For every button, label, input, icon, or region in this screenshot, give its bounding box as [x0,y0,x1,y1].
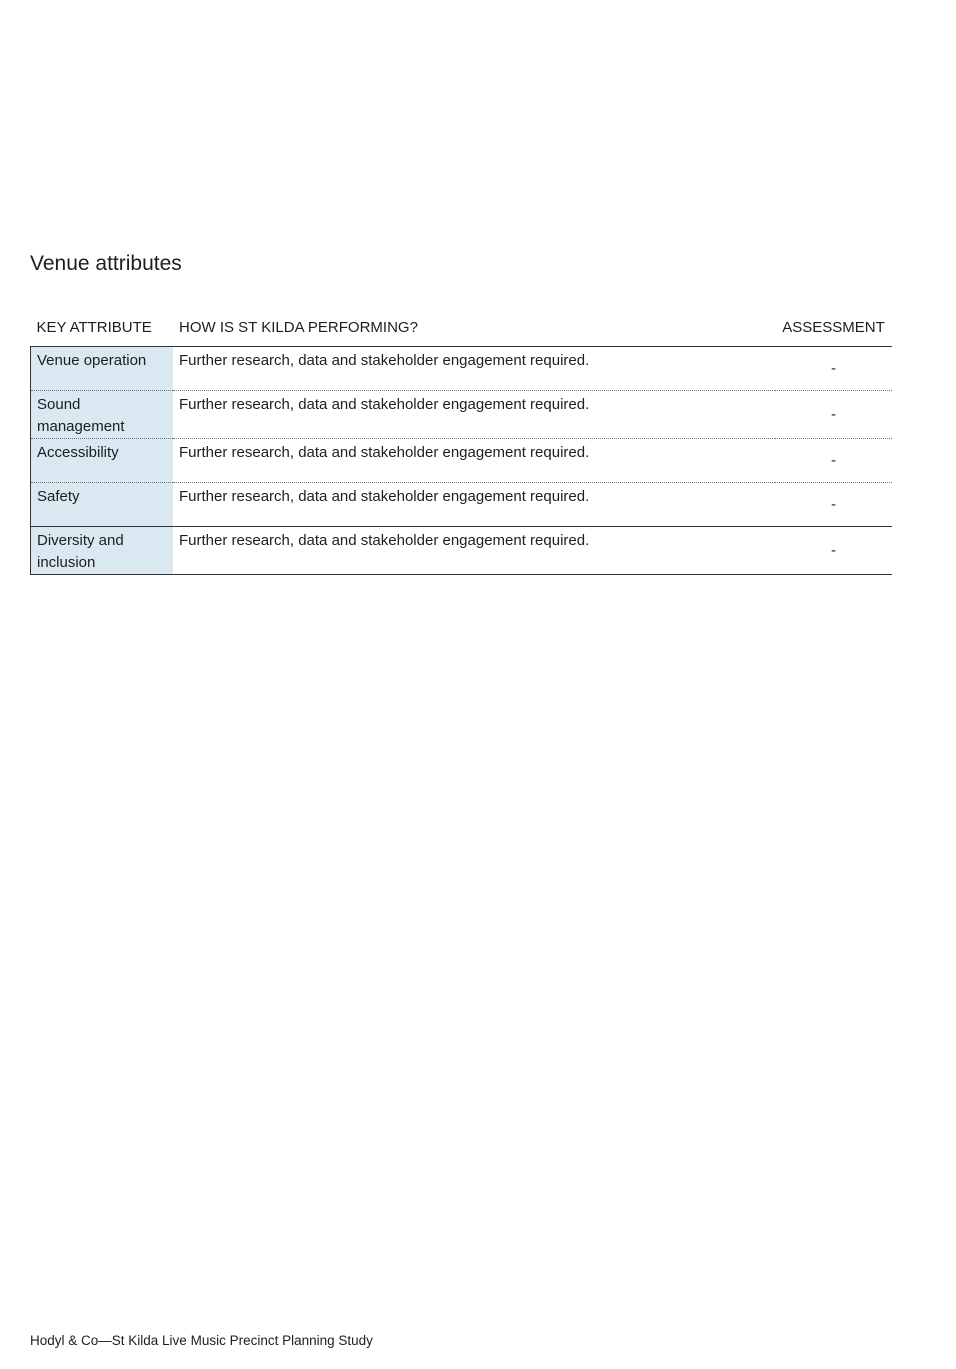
venue-attributes-table [30,308,892,575]
performance-cell: Further research, data and stakeholder engagement required. [173,527,775,575]
key-attribute-cell: Venue operation [31,347,174,391]
header-assessment: ASSESSMENT [782,319,885,336]
table-row [31,483,893,527]
key-attribute-cell: Diversity and inclusion [31,527,174,575]
header-key-attribute: KEY ATTRIBUTE [36,319,152,336]
table-row [31,527,893,575]
assessment-cell: - [775,483,892,527]
assessment-cell: - [775,391,892,439]
assessment-cell: - [775,439,892,483]
header-performance: HOW IS ST KILDA PERFORMING? [179,319,418,336]
performance-cell: Further research, data and stakeholder engagement required. [173,391,775,439]
assessment-cell: - [775,527,892,575]
table-row [31,391,893,439]
page-footer: Hodyl & Co—St Kilda Live Music Precinct Planning Study [30,1333,373,1348]
table-row [31,439,893,483]
performance-cell: Further research, data and stakeholder engagement required. [173,347,775,391]
section-title: Venue attributes [30,252,182,275]
table-row [31,347,893,391]
table-header-row [31,308,893,347]
key-attribute-cell: Accessibility [31,439,174,483]
key-attribute-cell: Sound management [31,391,174,439]
assessment-cell: - [775,347,892,391]
key-attribute-cell: Safety [31,483,174,527]
performance-cell: Further research, data and stakeholder engagement required. [173,439,775,483]
performance-cell: Further research, data and stakeholder engagement required. [173,483,775,527]
